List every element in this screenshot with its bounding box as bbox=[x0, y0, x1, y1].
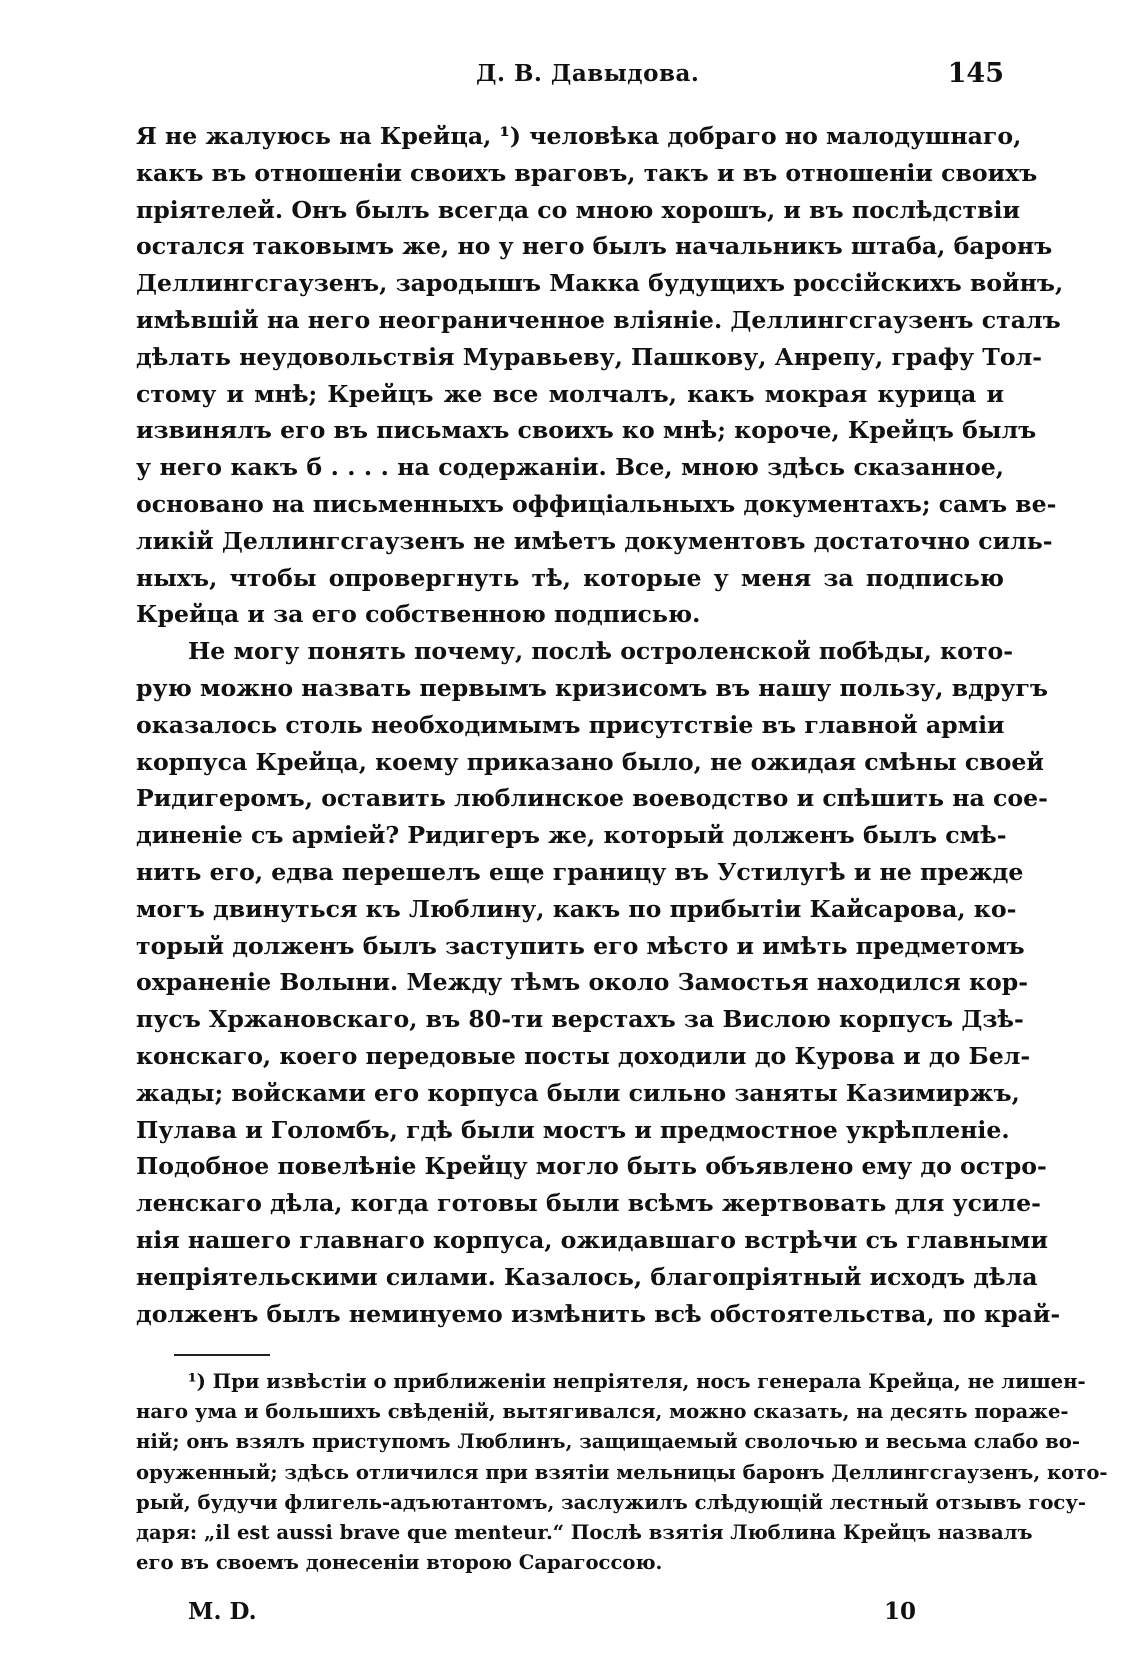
text-line: у него какъ б . . . . на содержаніи. Все, мною здѣсь сказанное, bbox=[136, 453, 1004, 482]
footnote-line: рый, будучи флигель-адъютантомъ, заслужилъ слѣдующій лестный отзывъ госу- bbox=[136, 1490, 1087, 1514]
text-line: какъ въ отношеніи своихъ враговъ, такъ и въ отношеніи своихъ bbox=[136, 158, 1038, 187]
text-line: извинялъ его въ письмахъ своихъ ко мнѣ; короче, Крейцъ былъ bbox=[136, 416, 1037, 445]
text-line: имѣвшій на него неограниченное вліяніе. Деллингсгаузенъ сталъ bbox=[136, 305, 1061, 334]
text-line: ныхъ, чтобы опровергнуть тѣ, которые у меня за подписью bbox=[136, 563, 1004, 592]
text-line: Я не жалуюсь на Крейца, ¹) человѣка добраго но малодушнаго, bbox=[136, 122, 1022, 150]
text-line: ликій Деллингсгаузенъ не имѣетъ документовъ достаточно силь- bbox=[136, 526, 1053, 555]
text-line: жады; войсками его корпуса были сильно заняты Казимиржъ, bbox=[136, 1078, 1020, 1107]
footnote-divider bbox=[174, 1354, 270, 1356]
footnote-line: наго ума и большихъ свѣденій, вытягивался, можно сказать, на десять пораже- bbox=[136, 1400, 1069, 1424]
footnote-line: ній; онъ взялъ приступомъ Люблинъ, защищаемый сволочью и весьма слабо во- bbox=[136, 1430, 1080, 1454]
text-line: рую можно назвать первымъ кризисомъ въ нашу пользу, вдругъ bbox=[136, 673, 1049, 702]
footnote-line: ¹) При извѣстіи о приближеніи непріятеля, носъ генерала Крейца, не лишен- bbox=[188, 1370, 1086, 1393]
sheet-number: 10 bbox=[884, 1598, 917, 1625]
text-line: Пулава и Голомбъ, гдѣ были мостъ и предмостное укрѣпленіе. bbox=[136, 1115, 1010, 1144]
text-line: Ридигеромъ, оставить люблинское воеводство и спѣшить на сое- bbox=[136, 784, 1048, 813]
text-line: пусъ Хржановскаго, въ 80-ти верстахъ за Вислою корпусъ Дзѣ- bbox=[136, 1005, 1024, 1034]
text-line: нить его, едва перешелъ еще границу въ Устилугѣ и не прежде bbox=[136, 857, 1024, 886]
text-line: остался таковымъ же, но у него былъ начальникъ штаба, баронъ bbox=[136, 232, 1053, 261]
text-line: Не могу понять почему, послѣ остроленской побѣды, кото- bbox=[188, 637, 1013, 666]
text-line: торый долженъ былъ заступить его мѣсто и имѣть предметомъ bbox=[136, 931, 1025, 960]
footnote-line: его въ своемъ донесеніи второю Сарагоссою. bbox=[136, 1551, 663, 1575]
text-line: могъ двинуться къ Люблину, какъ по прибытіи Кайсарова, ко- bbox=[136, 894, 1017, 923]
text-line: диненіе съ арміей? Ридигеръ же, который долженъ былъ смѣ- bbox=[136, 821, 1007, 850]
text-line: пріятелей. Онъ былъ всегда со мною хорошъ, и въ послѣдствіи bbox=[136, 195, 1021, 224]
text-line: непріятельскими силами. Казалось, благопріятный исходъ дѣла bbox=[136, 1262, 1038, 1291]
running-head: Д. В. Давыдова. bbox=[476, 60, 700, 87]
text-line: конскаго, коего передовые посты доходили до Курова и до Бел- bbox=[136, 1041, 1031, 1070]
text-line: стому и мнѣ; Крейцъ же все молчалъ, какъ мокрая курица и bbox=[136, 379, 1004, 408]
text-line: Подобное повелѣніе Крейцу могло быть объявлено ему до остро- bbox=[136, 1152, 1047, 1181]
text-line: долженъ былъ неминуемо измѣнить всѣ обстоятельства, по край- bbox=[136, 1299, 1061, 1328]
text-line: Деллингсгаузенъ, зародышъ Макка будущихъ россійскихъ войнъ, bbox=[136, 269, 1064, 298]
page-number: 145 bbox=[947, 58, 1004, 89]
text-line: дѣлать неудовольствія Муравьеву, Пашкову, Анрепу, графу Тол- bbox=[136, 342, 1043, 371]
page-header bbox=[136, 60, 1004, 100]
footnote bbox=[136, 1367, 1108, 1578]
text-line: оказалось столь необходимымъ присутствіе въ главной арміи bbox=[136, 710, 1005, 739]
text-line: основано на письменныхъ оффиціальныхъ документахъ; самъ ве- bbox=[136, 489, 1057, 518]
text-line: Крейца и за его собственною подписью. bbox=[136, 600, 701, 629]
footnote-line: даря: „il est aussi brave que menteur.“ Послѣ взятія Люблина Крейцъ назвалъ bbox=[136, 1520, 1033, 1544]
text-line: охраненіе Волыни. Между тѣмъ около Замостья находился кор- bbox=[136, 968, 1029, 997]
text-line: ленскаго дѣла, когда готовы были всѣмъ жертвовать для усиле- bbox=[136, 1189, 1041, 1218]
signature-mark: M. D. bbox=[188, 1598, 257, 1625]
main-text bbox=[136, 118, 1064, 1332]
text-line: корпуса Крейца, коему приказано было, не ожидая смѣны своей bbox=[136, 747, 1044, 776]
text-line: нія нашего главнаго корпуса, ожидавшаго встрѣчи съ главными bbox=[136, 1225, 1049, 1254]
footnote-line: оруженный; здѣсь отличился при взятіи мельницы баронъ Деллингсгаузенъ, кото- bbox=[136, 1460, 1108, 1484]
